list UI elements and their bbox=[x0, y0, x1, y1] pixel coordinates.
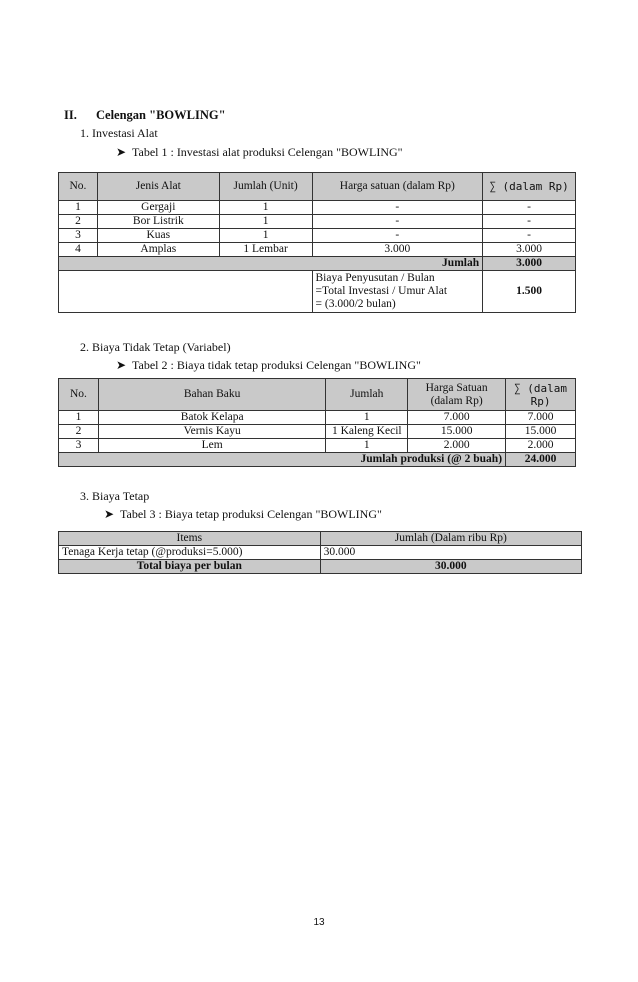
subsection-2-label: 2. Biaya Tidak Tetap (Variabel) bbox=[80, 340, 231, 354]
cell-material: Vernis Kayu bbox=[98, 425, 325, 439]
section-title: Celengan "BOWLING" bbox=[96, 108, 226, 122]
cell-price: - bbox=[312, 215, 483, 229]
cell-no: 4 bbox=[59, 243, 98, 257]
arrow-bullet-icon: ➤ bbox=[116, 358, 127, 372]
cell-qty: 1 bbox=[219, 201, 312, 215]
cell-qty: 1 bbox=[326, 411, 408, 425]
table-row bbox=[59, 411, 576, 425]
blank-cell bbox=[59, 271, 313, 313]
table-1-header bbox=[59, 173, 576, 201]
header-cell: No. bbox=[59, 379, 99, 411]
cell-price: 2.000 bbox=[408, 439, 506, 453]
cell-total: - bbox=[483, 229, 576, 243]
cell-no: 2 bbox=[59, 425, 99, 439]
header-cell: No. bbox=[59, 173, 98, 201]
subsection-1-label: 1. Investasi Alat bbox=[80, 126, 158, 140]
header-cell: Items bbox=[59, 532, 321, 546]
header-cell: Jumlah (Dalam ribu Rp) bbox=[320, 532, 581, 546]
table-row bbox=[59, 546, 582, 560]
table-3-total-row bbox=[59, 560, 582, 574]
cell-price: - bbox=[312, 229, 483, 243]
table-3-header bbox=[59, 532, 582, 546]
cell-price: 3.000 bbox=[312, 243, 483, 257]
table-2 bbox=[58, 378, 576, 467]
cell-total: 3.000 bbox=[483, 243, 576, 257]
cell-tool: Kuas bbox=[97, 229, 219, 243]
header-cell: Jenis Alat bbox=[97, 173, 219, 201]
table-row bbox=[59, 201, 576, 215]
cell-qty: 1 bbox=[219, 215, 312, 229]
note-line: = (3.000/2 bulan) bbox=[315, 298, 396, 310]
table-row bbox=[59, 425, 576, 439]
header-cell-price bbox=[408, 379, 506, 411]
table-2-caption bbox=[116, 358, 421, 373]
cell-no: 3 bbox=[59, 439, 99, 453]
cell-tool: Gergaji bbox=[97, 201, 219, 215]
section-heading bbox=[64, 108, 226, 123]
header-cell: Harga satuan (dalam Rp) bbox=[312, 173, 483, 201]
header-line: Rp) bbox=[530, 394, 551, 408]
cell-amount: 30.000 bbox=[320, 546, 581, 560]
header-cell-sum bbox=[506, 379, 576, 411]
cell-material: Lem bbox=[98, 439, 325, 453]
cell-no: 3 bbox=[59, 229, 98, 243]
table-1 bbox=[58, 172, 576, 313]
cell-qty: 1 Kaleng Kecil bbox=[326, 425, 408, 439]
table-row bbox=[59, 439, 576, 453]
total-label: Jumlah produksi (@ 2 buah) bbox=[59, 453, 506, 467]
table-3-caption bbox=[104, 507, 382, 522]
cell-qty: 1 bbox=[326, 439, 408, 453]
header-cell: Jumlah (Unit) bbox=[219, 173, 312, 201]
cell-item: Tenaga Kerja tetap (@produksi=5.000) bbox=[59, 546, 321, 560]
depreciation-value: 1.500 bbox=[483, 271, 576, 313]
cell-tool: Bor Listrik bbox=[97, 215, 219, 229]
section-number: II. bbox=[64, 108, 77, 122]
table-1-depreciation-row bbox=[59, 271, 576, 313]
note-line: Biaya Penyusutan / Bulan bbox=[315, 272, 435, 284]
cell-tool: Amplas bbox=[97, 243, 219, 257]
cell-price: 15.000 bbox=[408, 425, 506, 439]
header-cell: ∑ (dalam Rp) bbox=[483, 173, 576, 201]
header-line: (dalam Rp) bbox=[430, 394, 483, 407]
note-line: =Total Investasi / Umur Alat bbox=[315, 285, 448, 297]
subsection-3-label: 3. Biaya Tetap bbox=[80, 489, 150, 503]
cell-qty: 1 bbox=[219, 229, 312, 243]
cell-total: 15.000 bbox=[506, 425, 576, 439]
table-3 bbox=[58, 531, 582, 574]
table-1-caption bbox=[116, 145, 403, 160]
table-1-total-row bbox=[59, 257, 576, 271]
total-label: Jumlah bbox=[59, 257, 483, 271]
cell-total: - bbox=[483, 201, 576, 215]
cell-no: 2 bbox=[59, 215, 98, 229]
depreciation-note bbox=[312, 271, 483, 313]
header-line: ∑ (dalam bbox=[514, 381, 567, 395]
total-label: Total biaya per bulan bbox=[59, 560, 321, 574]
header-line: Harga Satuan bbox=[425, 381, 488, 394]
arrow-bullet-icon: ➤ bbox=[116, 145, 127, 159]
cell-material: Batok Kelapa bbox=[98, 411, 325, 425]
table-2-total-row bbox=[59, 453, 576, 467]
total-value: 30.000 bbox=[320, 560, 581, 574]
table-row bbox=[59, 215, 576, 229]
table-1-caption-text: Tabel 1 : Investasi alat produksi Celengan "BOWLING" bbox=[132, 145, 403, 159]
cell-price: 7.000 bbox=[408, 411, 506, 425]
cell-total: 7.000 bbox=[506, 411, 576, 425]
table-2-caption-text: Tabel 2 : Biaya tidak tetap produksi Celengan "BOWLING" bbox=[132, 358, 421, 372]
cell-price: - bbox=[312, 201, 483, 215]
table-row bbox=[59, 243, 576, 257]
header-cell: Bahan Baku bbox=[98, 379, 325, 411]
arrow-bullet-icon: ➤ bbox=[104, 507, 115, 521]
cell-total: - bbox=[483, 215, 576, 229]
header-cell: Jumlah bbox=[326, 379, 408, 411]
cell-qty: 1 Lembar bbox=[219, 243, 312, 257]
cell-total: 2.000 bbox=[506, 439, 576, 453]
total-value: 3.000 bbox=[483, 257, 576, 271]
cell-no: 1 bbox=[59, 201, 98, 215]
table-3-caption-text: Tabel 3 : Biaya tetap produksi Celengan "BOWLING" bbox=[120, 507, 382, 521]
total-value: 24.000 bbox=[506, 453, 576, 467]
page-number: 13 bbox=[313, 917, 325, 928]
table-2-header bbox=[59, 379, 576, 411]
cell-no: 1 bbox=[59, 411, 99, 425]
table-row bbox=[59, 229, 576, 243]
